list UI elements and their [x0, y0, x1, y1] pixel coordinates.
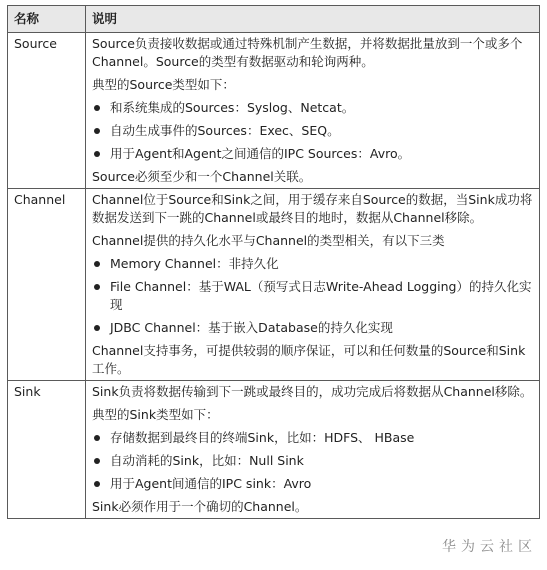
list-item	[92, 475, 533, 493]
bullet-icon	[94, 261, 100, 267]
bullet-icon	[94, 458, 100, 464]
table-row	[8, 33, 540, 189]
list-item-text: JDBC Channel：基于嵌入Database的持久化实现	[110, 320, 393, 335]
list-item	[92, 429, 533, 447]
list-item-text: Memory Channel：非持久化	[110, 256, 279, 271]
desc-paragraph: Channel提供的持久化水平与Channel的类型相关，有以下三类	[92, 233, 445, 248]
bullet-list	[92, 99, 533, 163]
header-desc: 说明	[86, 6, 540, 33]
list-item-text: 用于Agent和Agent之间通信的IPC Sources：Avro。	[110, 146, 411, 161]
list-item-text: 自动消耗的Sink，比如：Null Sink	[110, 453, 304, 468]
desc-paragraph: Sink负责将数据传输到下一跳或最终目的，成功完成后将数据从Channel移除。	[92, 384, 533, 399]
desc-paragraph: Sink必须作用于一个确切的Channel。	[92, 499, 308, 514]
desc-paragraph: Source必须至少和一个Channel关联。	[92, 169, 312, 184]
bullet-list	[92, 429, 533, 493]
list-item	[92, 452, 533, 470]
bullet-icon	[94, 435, 100, 441]
list-item	[92, 122, 533, 140]
list-item-text: 和系统集成的Sources：Syslog、Netcat。	[110, 100, 355, 115]
bullet-icon	[94, 325, 100, 331]
table-header-row	[8, 6, 540, 33]
list-item	[92, 255, 533, 273]
bullet-icon	[94, 284, 100, 290]
watermark: 华为云社区	[442, 539, 537, 555]
row-desc-sink	[86, 381, 540, 519]
list-item	[92, 99, 533, 117]
bullet-icon	[94, 481, 100, 487]
desc-paragraph: Source负责接收数据或通过特殊机制产生数据，并将数据批量放到一个或多个Channel。Source的类型有数据驱动和轮询两种。	[92, 36, 523, 69]
desc-paragraph: Channel位于Source和Sink之间，用于缓存来自Source的数据，当Sink成功将数据发送到下一跳的Channel或最终目的地时，数据从Channel移除。	[92, 192, 533, 225]
desc-paragraph: Channel支持事务，可提供较弱的顺序保证，可以和任何数量的Source和Sink工作。	[92, 343, 526, 376]
row-desc-source	[86, 33, 540, 189]
list-item-text: File Channel：基于WAL（预写式日志Write-Ahead Logging）的持久化实现	[110, 279, 532, 312]
table-row	[8, 189, 540, 381]
bullet-list	[92, 255, 533, 337]
desc-paragraph: 典型的Sink类型如下：	[92, 407, 219, 422]
bullet-icon	[94, 105, 100, 111]
row-name-sink: Sink	[8, 381, 86, 519]
header-name: 名称	[8, 6, 86, 33]
bullet-icon	[94, 128, 100, 134]
list-item-text: 存储数据到最终目的终端Sink，比如：HDFS、 HBase	[110, 430, 415, 445]
list-item	[92, 145, 533, 163]
list-item	[92, 319, 533, 337]
bullet-icon	[94, 151, 100, 157]
list-item	[92, 278, 533, 314]
table-row	[8, 381, 540, 519]
desc-paragraph: 典型的Source类型如下：	[92, 77, 235, 92]
component-table	[7, 5, 540, 519]
row-name-source: Source	[8, 33, 86, 189]
row-name-channel: Channel	[8, 189, 86, 381]
list-item-text: 自动生成事件的Sources：Exec、SEQ。	[110, 123, 340, 138]
list-item-text: 用于Agent间通信的IPC sink：Avro	[110, 476, 312, 491]
row-desc-channel	[86, 189, 540, 381]
